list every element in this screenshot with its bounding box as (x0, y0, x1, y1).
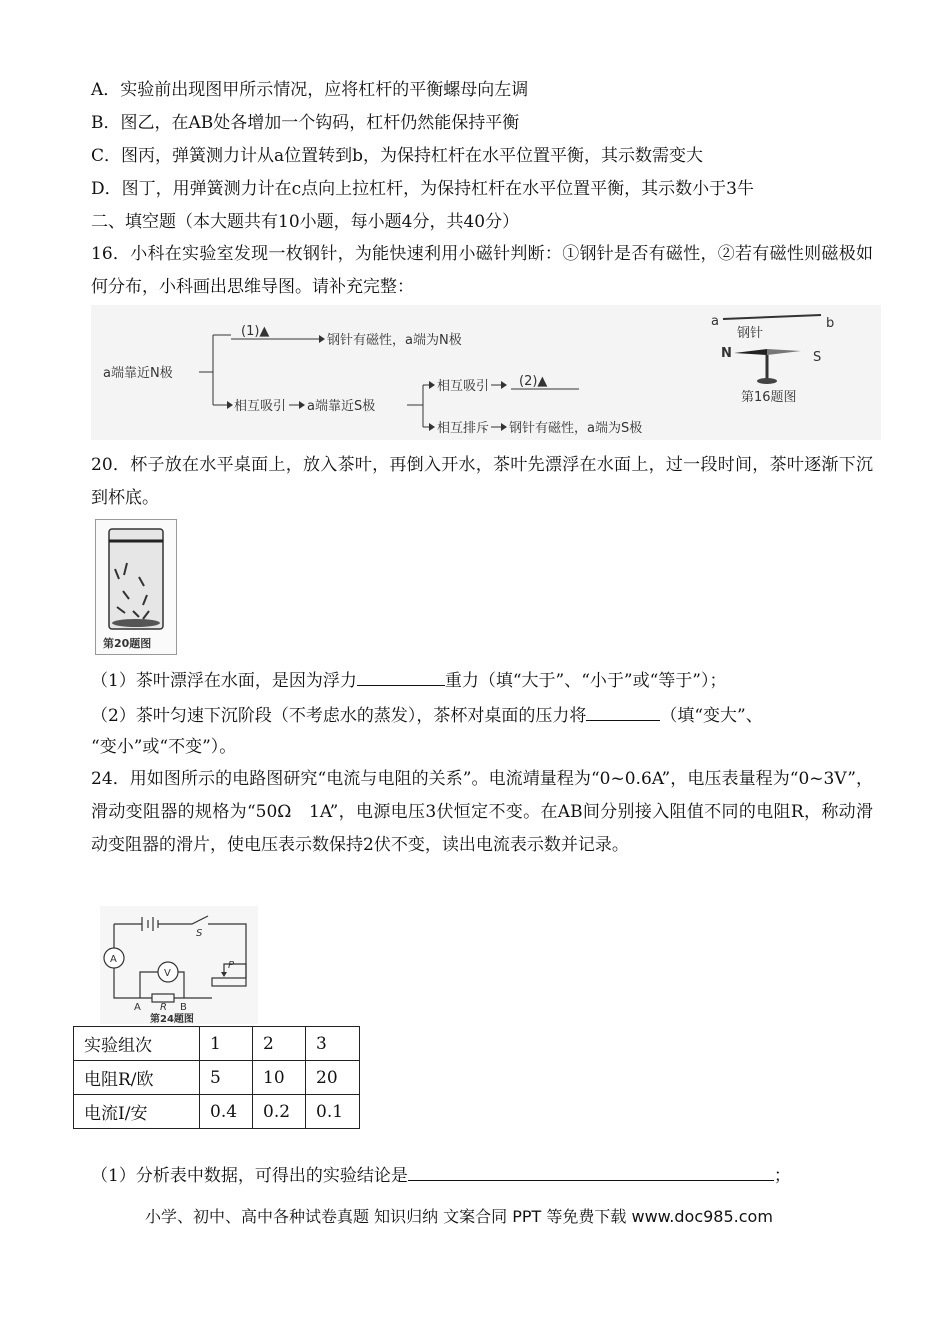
table-row (74, 1061, 360, 1095)
mm-repel: 相互排斥 (437, 421, 490, 436)
q24-data-table (73, 1026, 360, 1129)
fig24-r-label: R (160, 1002, 167, 1013)
table-cell: 实验组次 (74, 1027, 200, 1061)
page-footer: 小学、初中、高中各种试卷真题 知识归纳 文案合同 PPT 等免费下载 www.doc985.com (145, 1207, 773, 1226)
table-row (74, 1095, 360, 1129)
fig16-s: S (813, 350, 822, 365)
table-cell: 0.1 (306, 1095, 360, 1129)
fig16-n: N (721, 346, 732, 361)
q20-cup-figure (95, 519, 177, 655)
mm-root: a端靠近N极 (103, 366, 173, 381)
fig24-point-b: B (180, 1002, 187, 1013)
q20-sub1-pre: （1）茶叶漂浮在水面，是因为浮力 (91, 671, 357, 691)
table-cell: 0.2 (253, 1095, 306, 1129)
table-cell: 5 (200, 1061, 253, 1095)
table-cell: 10 (253, 1061, 306, 1095)
table-cell: 1 (200, 1027, 253, 1061)
fig24-switch-label: S (196, 928, 203, 939)
mm-result2: 钢针有磁性，a端为S极 (509, 421, 643, 436)
q24-sub1-post: ； (773, 1166, 791, 1186)
mm-near-s: a端靠近S极 (307, 399, 376, 414)
mm-attract: 相互吸引 (234, 399, 287, 414)
fig16-b: b (826, 316, 835, 331)
fig20-caption: 第20题图 (103, 637, 152, 650)
question-24-text: 24．用如图所示的电路图研究“电流与电阻的关系”。电流靖量程为“0~0.6A”，电压表量程为“0~3V”，滑动变阻器的规格为“50Ω 1A”，电源电压3伏恒定不变。在AB间分别接入阻值不同的电阻R，称动滑动变阻器的滑片，使电压表示数保持2伏不变，读出电流表示数并记录。 (91, 769, 873, 855)
q20-sub2-pre: （2）茶叶匀速下沉阶段（不考虑水的蒸发），茶杯对桌面的压力将 (91, 706, 587, 726)
fig24-caption: 第24题图 (150, 1014, 194, 1024)
q24-blank-1[interactable] (408, 1162, 774, 1181)
table-cell: 0.4 (200, 1095, 253, 1129)
q20-sub1-post: 重力（填“大于”、“小于”或“等于”）； (444, 671, 727, 691)
option-b: B．图乙，在AB处各增加一个钩码，杠杆仍然能保持平衡 (91, 113, 520, 133)
mm-blank2: (2)▲ (519, 374, 548, 389)
question-20-text: 20．杯子放在水平桌面上，放入茶叶，再倒入开水，茶叶先漂浮在水面上，过一段时间，茶叶逐渐下沉到杯底。 (91, 455, 873, 508)
mm-attract2: 相互吸引 (437, 379, 490, 394)
q24-sub1-pre: （1）分析表中数据，可得出的实验结论是 (91, 1166, 408, 1186)
q20-sub2 (91, 702, 763, 728)
fig24-voltmeter-label: V (164, 968, 171, 979)
question-16-text: 16．小科在实验室发现一枚钢针，为能快速利用小磁针判断：①钢针是否有磁性，②若有磁性则磁极如何分布，小科画出思维导图。请补充完整： (91, 244, 873, 297)
q20-sub2-post: （填“变大”、 (660, 706, 763, 726)
fig16-caption: 第16题图 (741, 390, 797, 405)
table-cell: 2 (253, 1027, 306, 1061)
option-a: A．实验前出现图甲所示情况，应将杠杆的平衡螺母向左调 (91, 80, 529, 100)
q20-blank-2[interactable] (586, 702, 660, 721)
q20-blank-1[interactable] (357, 667, 445, 686)
table-cell: 电流I/安 (74, 1095, 200, 1129)
q24-sub1 (91, 1162, 791, 1188)
q20-sub2-cont: “变小”或“不变”）。 (91, 737, 237, 757)
table-cell: 20 (306, 1061, 360, 1095)
q24-circuit-figure (100, 906, 258, 1024)
option-d: D．图丁，用弹簧测力计在c点向上拉杠杆，为保持杠杆在水平位置平衡，其示数小于3牛 (91, 179, 754, 199)
option-c: C．图丙，弹簧测力计从a位置转到b，为保持杠杆在水平位置平衡，其示数需变大 (91, 146, 704, 166)
fig24-p-label: P (228, 960, 235, 971)
fig16-a: a (711, 314, 719, 329)
mm-blank1: (1)▲ (241, 324, 270, 339)
fig16-needle-label: 钢针 (737, 326, 764, 341)
q16-mindmap-figure (91, 305, 881, 440)
section-heading: 二、填空题（本大题共有10小题，每小题4分，共40分） (91, 212, 520, 232)
table-row (74, 1027, 360, 1061)
fig24-point-a: A (134, 1002, 141, 1013)
fig24-ammeter-label: A (110, 954, 117, 965)
mm-result1: 钢针有磁性，a端为N极 (327, 333, 462, 348)
q20-sub1 (91, 667, 726, 693)
table-cell: 电阻R/欧 (74, 1061, 200, 1095)
table-cell: 3 (306, 1027, 360, 1061)
